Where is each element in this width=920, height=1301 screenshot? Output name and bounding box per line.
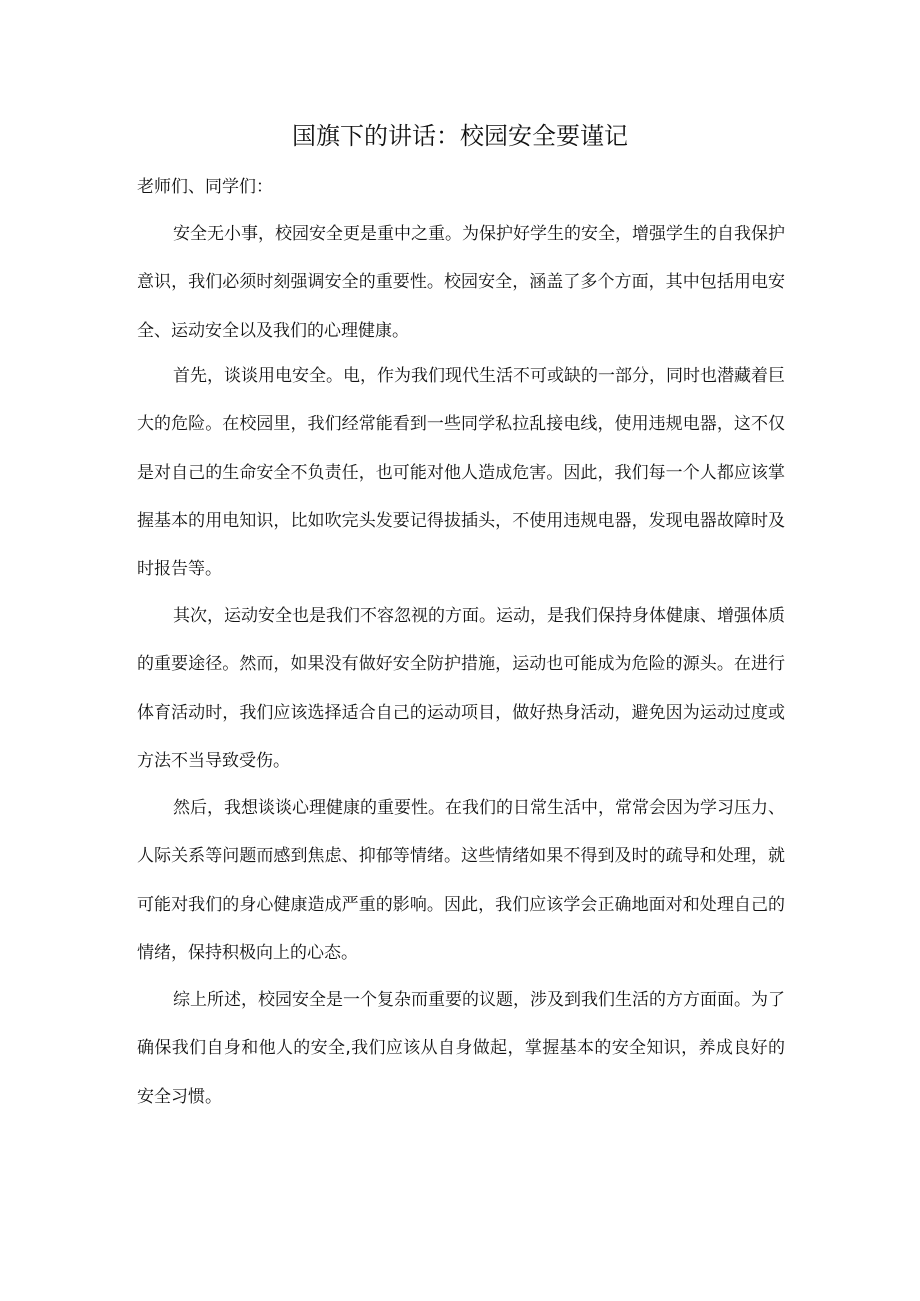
salutation: 老师们、同学们： bbox=[137, 177, 273, 197]
paragraph-mental-health: 然后，我想谈谈心理健康的重要性。在我们的日常生活中，常常会因为学习压力、人际关系等问题而感到焦虑、抑郁等情绪。这些情绪如果不得到及时的疏导和处理，就可能对我们的身心健康造成严重的影响。因此，我们应该学会正确地面对和处理自己的情绪，保持积极向上的心态。 bbox=[137, 798, 785, 963]
document-title: 国旗下的讲话：校园安全要谨记 bbox=[292, 122, 628, 150]
paragraph-electric-safety: 首先，谈谈用电安全。电，作为我们现代生活不可或缺的一部分，同时也潜藏着巨大的危险。在校园里，我们经常能看到一些同学私拉乱接电线，使用违规电器，这不仅是对自己的生命安全不负责任，也可能对他人造成危害。因此，我们每一个人都应该掌握基本的用电知识，比如吹完头发要记得拔插头，不使用违规电器，发现电器故障时及时报告等。 bbox=[137, 366, 785, 580]
paragraph-conclusion: 综上所述，校园安全是一个复杂而重要的议题，涉及到我们生活的方方面面。为了确保我们自身和他人的安全,我们应该从自身做起，掌握基本的安全知识，养成良好的安全习惯。 bbox=[137, 990, 785, 1107]
paragraph-sports-safety: 其次，运动安全也是我们不容忽视的方面。运动，是我们保持身体健康、增强体质的重要途径。然而，如果没有做好安全防护措施，运动也可能成为危险的源头。在进行体育活动时，我们应该选择适合自己的运动项目，做好热身活动，避免因为运动过度或方法不当导致受伤。 bbox=[137, 606, 785, 771]
paragraph-intro: 安全无小事，校园安全更是重中之重。为保护好学生的安全，增强学生的自我保护意识，我们必须时刻强调安全的重要性。校园安全，涵盖了多个方面，其中包括用电安全、运动安全以及我们的心理健康。 bbox=[137, 224, 785, 341]
